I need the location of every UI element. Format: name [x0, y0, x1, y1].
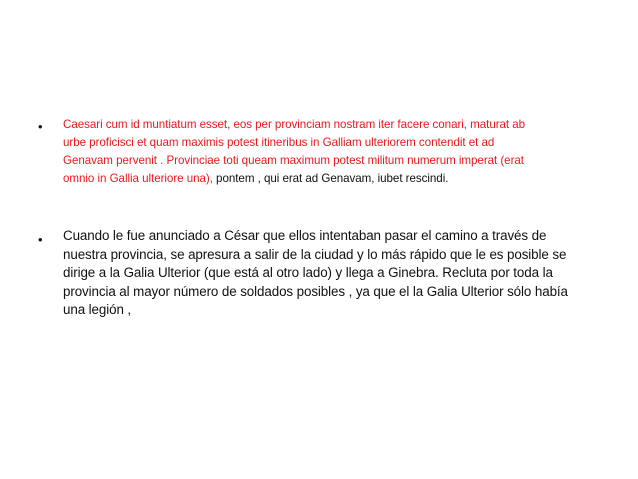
latin-text-red: urbe proficisci et quam maximis potest itineribus in Galliam ulteriorem contendit et ad [63, 136, 495, 149]
latin-line [63, 134, 611, 152]
spanish-line: Cuando le fue anunciado a César que ellos intentaban pasar el camino a través de [63, 228, 547, 243]
spanish-line: dirige a la Galia Ulterior (que está al otro lado) y llega a Ginebra. Recluta por toda la [63, 265, 553, 280]
latin-line [63, 152, 611, 170]
spanish-line: provincia al mayor número de soldados posibles , ya que el la Galia Ulterior sólo había [63, 283, 568, 299]
latin-text-red: omnio in Gallia ulteriore una), [63, 172, 213, 185]
latin-text-red: Caesari cum id muntiatum esset, eos per provinciam nostram iter facere conari, maturat ab [63, 118, 526, 131]
spanish-paragraph [63, 227, 611, 320]
latin-paragraph [63, 116, 611, 188]
latin-text-black: pontem , qui erat ad Genavam, iubet rescindi. [212, 172, 449, 185]
bullet-latin: • [38, 119, 43, 134]
latin-text-red: Genavam pervenit . Provinciae toti queam maximum potest militum numerum imperat (erat [63, 154, 524, 167]
latin-line [63, 116, 611, 134]
spanish-line: nuestra provincia, se apresura a salir de la ciudad y lo más rápido que le es posible se [63, 246, 567, 262]
bullet-spanish: • [38, 232, 43, 247]
spanish-line: una legión , [63, 302, 132, 317]
latin-line [63, 170, 611, 188]
